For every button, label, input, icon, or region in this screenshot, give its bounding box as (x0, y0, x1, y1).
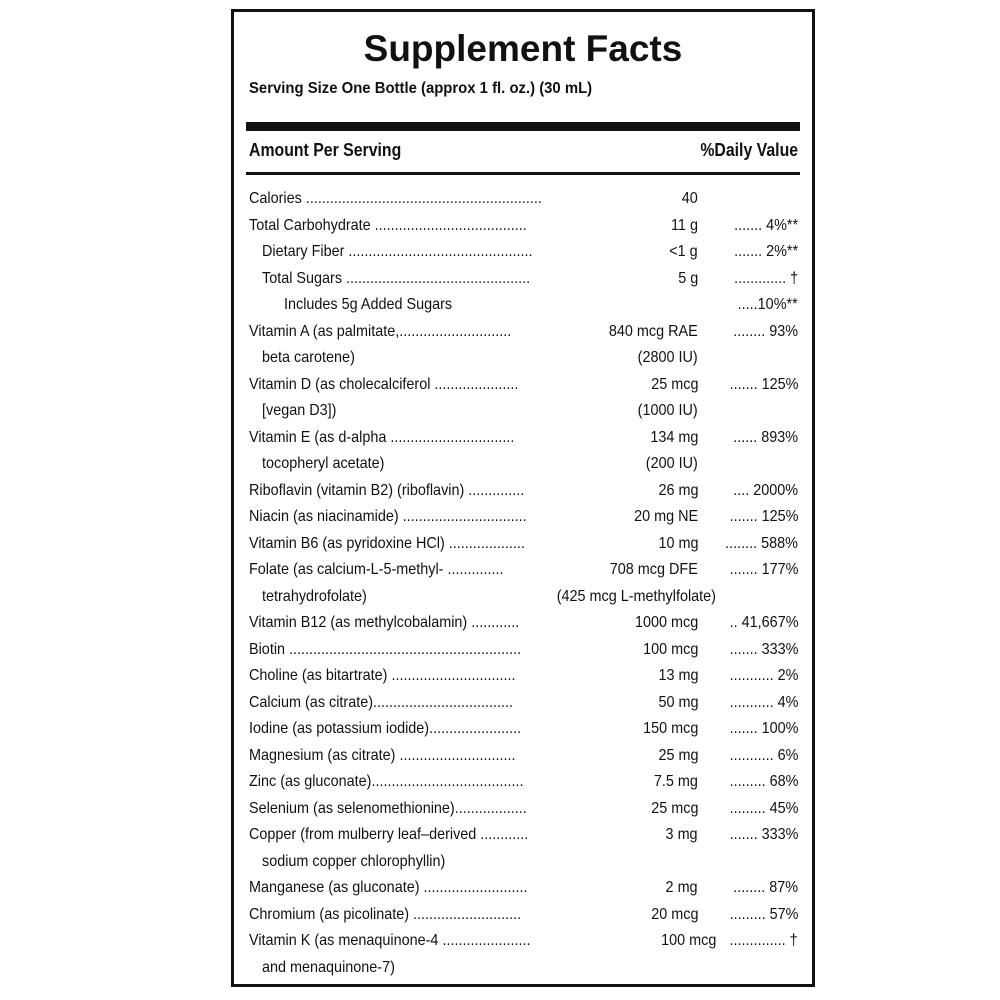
nutrient-amount: (2800 IU) (637, 349, 698, 366)
nutrient-daily-value: ........... 6% (729, 746, 798, 764)
nutrient-name: Vitamin B6 (as pyridoxine HCl) ................... (249, 534, 525, 552)
nutrient-row (234, 531, 812, 558)
nutrient-daily-value: .............. † (729, 932, 798, 949)
nutrient-amount: 5 g (677, 269, 698, 287)
nutrient-row (234, 398, 812, 425)
nutrient-amount: 40 (681, 190, 698, 207)
thick-divider (246, 122, 800, 131)
nutrient-daily-value: ........ 87% (733, 879, 798, 896)
nutrient-row (234, 637, 812, 664)
nutrient-row (234, 875, 812, 902)
nutrient-row (234, 716, 812, 743)
nutrient-name: sodium copper chlorophyllin) (262, 852, 446, 870)
nutrient-amount: (425 mcg L-methylfolate) (556, 587, 716, 605)
nutrient-name: Calories ........................................................... (249, 190, 542, 207)
nutrient-daily-value: .... 2000% (733, 481, 798, 499)
nutrient-amount: 100 mcg (660, 932, 716, 949)
nutrient-row (234, 796, 812, 823)
nutrient-row (234, 239, 812, 266)
nutrient-name: Choline (as bitartrate) ............................... (249, 667, 516, 684)
nutrient-daily-value: ....... 333% (729, 640, 798, 658)
nutrient-daily-value: ....... 4%** (733, 216, 798, 234)
nutrient-name: Calcium (as citrate)................................... (249, 693, 514, 711)
nutrient-name: Dietary Fiber .............................................. (262, 243, 533, 260)
nutrient-name: Magnesium (as citrate) ............................. (249, 746, 516, 764)
nutrient-daily-value: ........ 93% (733, 322, 798, 340)
nutrient-name: Total Sugars .............................................. (262, 269, 531, 287)
nutrient-row (234, 690, 812, 717)
nutrient-row (234, 557, 812, 584)
nutrient-daily-value: ....... 333% (729, 826, 798, 843)
nutrient-amount: 25 mcg (650, 799, 698, 817)
nutrient-daily-value: ....... 177% (729, 561, 798, 578)
nutrient-row (234, 478, 812, 505)
nutrient-amount: 840 mcg RAE (609, 322, 698, 340)
nutrient-name: Riboflavin (vitamin B2) (riboflavin) .............. (249, 481, 525, 499)
nutrient-daily-value: ........... 2% (729, 667, 798, 684)
nutrient-name: Biotin .......................................................... (249, 640, 522, 658)
nutrient-amount: 708 mcg DFE (609, 561, 698, 578)
nutrient-row (234, 186, 812, 213)
nutrient-amount: 11 g (671, 216, 698, 234)
nutrient-row (234, 902, 812, 929)
nutrient-amount: 1000 mcg (634, 614, 698, 631)
nutrient-name: Total Carbohydrate ...................................... (249, 216, 527, 234)
nutrient-daily-value: .....10%** (737, 296, 798, 313)
nutrient-name: tocopheryl acetate) (262, 455, 385, 472)
nutrient-row (234, 610, 812, 637)
nutrient-name: Vitamin A (as palmitate,............................ (249, 322, 512, 340)
nutrient-daily-value: ............. † (733, 269, 798, 287)
nutrient-amount: (200 IU) (645, 455, 698, 472)
nutrient-name: Vitamin D (as cholecalciferol ..................... (249, 375, 519, 393)
nutrient-amount: 3 mg (665, 826, 698, 843)
nutrient-name: and menaquinone-7) (262, 958, 395, 976)
daily-value-header: %Daily Value (700, 140, 798, 160)
amount-per-serving-header: Amount Per Serving (249, 140, 402, 160)
nutrient-amount: 7.5 mg (653, 773, 698, 790)
nutrient-name: Vitamin E (as d-alpha ............................... (249, 428, 515, 446)
nutrient-name: Iodine (as potassium iodide)....................... (249, 720, 522, 737)
nutrient-row (234, 663, 812, 690)
nutrient-row (234, 849, 812, 876)
nutrient-daily-value: ......... 57% (729, 905, 798, 923)
nutrient-name: Niacin (as niacinamide) ............................... (249, 508, 527, 525)
nutrient-name: Vitamin K (as menaquinone-4 ...................... (249, 932, 531, 949)
nutrient-row (234, 319, 812, 346)
nutrient-amount: 20 mg NE (633, 508, 698, 525)
nutrient-daily-value: ....... 125% (729, 508, 798, 525)
nutrient-amount: 25 mg (657, 746, 698, 764)
supplement-facts-panel (231, 9, 815, 987)
nutrient-row (234, 292, 812, 319)
nutrient-name: tetrahydrofolate) (262, 587, 367, 605)
nutrient-row (234, 822, 812, 849)
nutrient-amount: 50 mg (657, 693, 698, 711)
nutrient-amount: 134 mg (649, 428, 698, 446)
nutrient-name: Includes 5g Added Sugars (284, 296, 453, 313)
nutrient-row (234, 266, 812, 293)
nutrient-daily-value: ....... 125% (729, 375, 798, 393)
nutrient-row (234, 584, 812, 611)
nutrient-row (234, 928, 812, 955)
nutrient-name: Zinc (as gluconate)...................................... (249, 773, 524, 790)
nutrient-name: Copper (from mulberry leaf–derived ............ (249, 826, 529, 843)
nutrient-amount: 20 mcg (650, 905, 698, 923)
nutrient-row (234, 504, 812, 531)
nutrient-name: Vitamin B12 (as methylcobalamin) ............ (249, 614, 520, 631)
nutrient-daily-value: ......... 45% (729, 799, 798, 817)
nutrient-daily-value: ........ 588% (725, 534, 798, 552)
nutrient-row (234, 213, 812, 240)
nutrient-row (234, 743, 812, 770)
nutrient-row (234, 372, 812, 399)
nutrient-daily-value: ....... 100% (729, 720, 798, 737)
thin-divider (246, 172, 800, 175)
serving-size: Serving Size One Bottle (approx 1 fl. oz.) (30 mL) (249, 80, 593, 97)
nutrient-daily-value: .. 41,667% (729, 614, 798, 631)
nutrient-name: beta carotene) (262, 349, 355, 366)
nutrient-amount: 100 mcg (642, 640, 698, 658)
nutrient-amount: 2 mg (665, 879, 698, 896)
nutrient-name: [vegan D3]) (262, 402, 337, 419)
nutrient-row (234, 345, 812, 372)
nutrient-amount: 26 mg (657, 481, 698, 499)
nutrient-amount: 13 mg (657, 667, 698, 684)
nutrient-row (234, 451, 812, 478)
nutrient-daily-value: ......... 68% (729, 773, 798, 790)
nutrient-name: Manganese (as gluconate) .......................... (249, 879, 528, 896)
nutrient-amount: <1 g (669, 243, 698, 260)
nutrient-daily-value: ...... 893% (733, 428, 798, 446)
nutrient-name: Selenium (as selenomethionine).................. (249, 799, 527, 817)
nutrient-amount: 25 mcg (650, 375, 698, 393)
nutrient-daily-value: ....... 2%** (733, 243, 798, 260)
nutrient-name: Chromium (as picolinate) ........................... (249, 905, 522, 923)
nutrient-daily-value: ........... 4% (729, 693, 798, 711)
nutrient-row (234, 955, 812, 982)
nutrient-amount: (1000 IU) (637, 402, 698, 419)
nutrient-row (234, 425, 812, 452)
panel-title: Supplement Facts (363, 28, 683, 69)
nutrient-row (234, 769, 812, 796)
nutrient-amount: 10 mg (657, 534, 698, 552)
nutrient-name: Folate (as calcium-L-5-methyl- .............. (249, 561, 504, 578)
nutrient-amount: 150 mcg (642, 720, 698, 737)
